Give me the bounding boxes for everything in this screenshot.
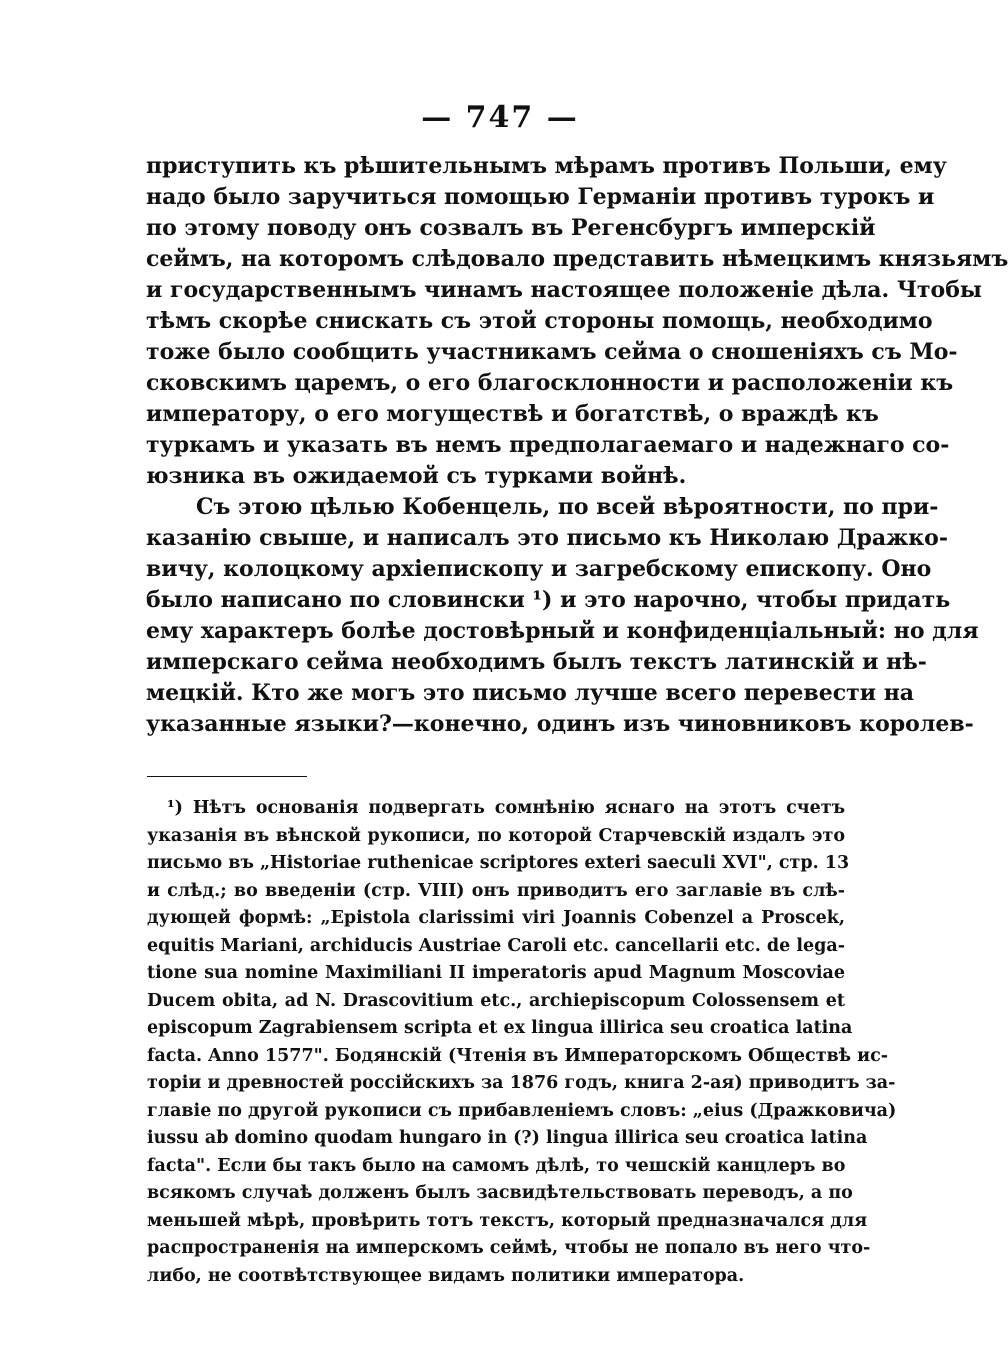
text-line: по этому поводу онъ созвалъ въ Регенсбургъ имперскій <box>146 215 876 241</box>
text-line: мецкій. Кто же могъ это письмо лучше всего перевести на <box>146 680 915 706</box>
text-line: ему характеръ болѣе достовѣрный и конфиденціальный: но для <box>146 618 979 644</box>
footnote-line: дующей формѣ: „Epistola clarissimi viri Joannis Cobenzel a Proscek, <box>147 908 845 928</box>
text-line: сеймъ, на которомъ слѣдовало представить нѣмецкимъ князьямъ <box>146 246 1008 272</box>
footnote-line: письмо въ „Historiae ruthenicae scriptores exteri saeculi XVI", стр. 13 <box>147 853 850 873</box>
page-number-header: — 747 — <box>421 100 579 135</box>
text-line: надо было заручиться помощью Германіи противъ турокъ и <box>146 184 935 210</box>
text-line: сковскимъ царемъ, о его благосклонности и расположеніи къ <box>146 370 954 396</box>
footnote-line: указанія въ вѣнской рукописи, по которой Старчевскій издалъ это <box>147 825 845 846</box>
footnote-line: tione sua nomine Maximiliani II imperatoris apud Magnum Moscoviae <box>147 963 845 983</box>
footnote-line: и слѣд.; во введеніи (стр. VIII) онъ приводитъ его заглавіе въ слѣ- <box>147 880 845 901</box>
text-line: юзника въ ожидаемой съ турками войнѣ. <box>146 463 687 489</box>
footnote-line: распространенія на имперскомъ сеймѣ, чтобы не попало въ него что- <box>147 1238 871 1258</box>
footnote-line: торіи и древностей россійскихъ за 1876 годъ, книга 2-ая) приводитъ за- <box>147 1073 896 1093</box>
footnote-reference-line: было написано по словински ¹) и это нарочно, чтобы придать <box>146 587 951 613</box>
text-line: казанію свыше, и написалъ это письмо къ Николаю Дражко- <box>146 525 948 551</box>
text-line: вичу, колоцкому архіепископу и загребскому епископу. Оно <box>146 556 932 582</box>
text-line: императору, о его могуществѣ и богатствѣ, о враждѣ къ <box>146 401 879 427</box>
paragraph-start-line: Съ этою цѣлью Кобенцель, по всей вѣроятности, по при- <box>196 494 939 520</box>
footnote <box>147 795 897 1290</box>
footnote-line: facta". Если бы такъ было на самомъ дѣлѣ, то чешскій канцлеръ во <box>147 1155 846 1176</box>
text-line: приступить къ рѣшительнымъ мѣрамъ противъ Польши, ему <box>146 153 947 179</box>
footnote-line: главіе по другой рукописи съ прибавленіемъ словъ: „eius (Дражковича) <box>147 1100 897 1121</box>
text-line: тѣмъ скорѣе снискать съ этой стороны помощь, необходимо <box>146 308 933 334</box>
footnote-line: ¹) Нѣтъ основанія подвергать сомнѣнію яснаго на этотъ счетъ <box>167 798 845 818</box>
text-line: имперскаго сейма необходимъ былъ текстъ латинскій и нѣ- <box>146 649 927 675</box>
footnote-line: Ducem obita, ad N. Drascovitium etc., archiepiscopum Colossensem et <box>147 990 845 1011</box>
text-line: указанные языки?—конечно, одинъ изъ чиновниковъ королев- <box>146 711 974 737</box>
footnote-line: всякомъ случаѣ долженъ былъ засвидѣтельствовать переводъ, а по <box>147 1183 853 1203</box>
text-line: туркамъ и указать въ немъ предполагаемаго и надежнаго со- <box>146 432 950 458</box>
footnote-line: iussu ab domino quodam hungaro in (?) lingua illirica seu croatica latina <box>147 1128 868 1148</box>
footnote-line: episcopum Zagrabiensem scripta et ex lingua illirica seu croatica latina <box>147 1018 853 1038</box>
text-line: тоже было сообщить участникамъ сейма о сношеніяхъ съ Мо- <box>146 339 958 365</box>
footnote-line: меньшей мѣрѣ, провѣрить тотъ текстъ, который предназначался для <box>147 1210 868 1231</box>
footnote-line: facta. Anno 1577". Бодянскій (Чтенія въ Императорскомъ Обществѣ ис- <box>147 1045 888 1066</box>
main-text <box>146 151 1008 740</box>
footnote-line: equitis Mariani, archiducis Austriae Caroli etc. cancellarii etc. de lega- <box>147 935 845 956</box>
text-line: и государственнымъ чинамъ настоящее положеніе дѣла. Чтобы <box>146 277 982 303</box>
footnote-line: либо, не соотвѣтствующее видамъ политики императора. <box>147 1265 745 1286</box>
footnote-divider <box>147 776 307 777</box>
